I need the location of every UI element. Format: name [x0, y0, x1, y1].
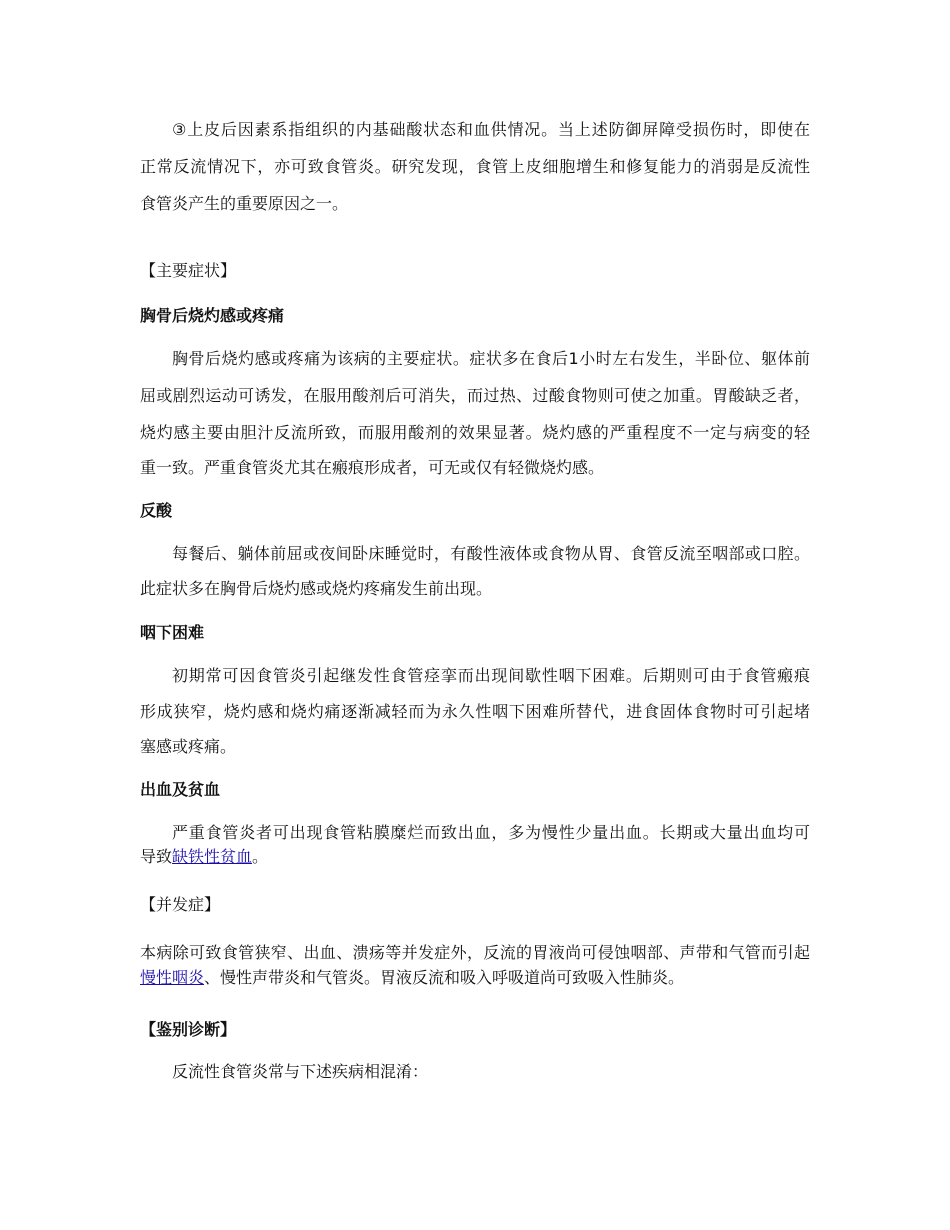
paragraph-line: 严重食管炎者可出现食管粘膜糜烂而致出血，多为慢性少量出血。长期或大量出血均可 [172, 823, 810, 842]
paragraph-line: 此症状多在胸骨后烧灼感或烧灼疼痛发生前出现。 [140, 579, 493, 598]
section-heading-diagnosis: 【鉴别诊断】 [140, 1020, 237, 1039]
paragraph-line: 正常反流情况下，亦可致食管炎。研究发现，食管上皮细胞增生和修复能力的消弱是反流性 [140, 157, 810, 176]
section-heading-complications: 【并发症】 [140, 895, 221, 914]
paragraph-line: ③上皮后因素系指组织的内基础酸状态和血供情况。当上述防御屏障受损伤时，即使在 [172, 120, 810, 139]
paragraph-line: 形成狭窄，烧灼感和烧灼痛逐渐减轻而为永久性咽下困难所替代，进食固体食物时可引起堵 [140, 702, 810, 721]
paragraph-line: 胸骨后烧灼感或疼痛为该病的主要症状。症状多在食后1小时左右发生，半卧位、躯体前 [172, 349, 810, 368]
paragraph-line: 本病除可致食管狭窄、出血、溃疡等并发症外，反流的胃液尚可侵蚀咽部、声带和气管而引起 [140, 943, 810, 962]
section-heading-symptoms: 【主要症状】 [140, 261, 237, 280]
paragraph-line: 重一致。严重食管炎尤其在瘢痕形成者，可无或仅有轻微烧灼感。 [140, 458, 605, 477]
paragraph-line [140, 967, 810, 989]
text: 导致 [140, 847, 173, 866]
paragraph-line: 屈或剧烈运动可诱发，在服用酸剂后可消失，而过热、过酸食物则可使之加重。胃酸缺乏者， [140, 386, 810, 405]
subheading-heartburn: 胸骨后烧灼感或疼痛 [140, 306, 285, 325]
text: 。 [252, 847, 269, 866]
paragraph-line [140, 846, 810, 868]
subheading-dysphagia: 咽下困难 [140, 623, 205, 642]
paragraph-line: 每餐后、躺体前屈或夜间卧床睡觉时，有酸性液体或食物从胃、食管反流至咽部或口腔。 [172, 544, 810, 563]
paragraph-line: 烧灼感主要由胆汁反流所致，而服用酸剂的效果显著。烧灼感的严重程度不一定与病变的轻 [140, 423, 810, 442]
paragraph-line: 初期常可因食管炎引起继发性食管痉挛而出现间歇性咽下困难。后期则可由于食管瘢痕 [172, 666, 810, 685]
text: 、慢性声带炎和气管炎。胃液反流和吸入呼吸道尚可致吸入性肺炎。 [204, 968, 685, 987]
paragraph-line: 反流性食管炎常与下述疾病相混淆： [172, 1062, 429, 1081]
paragraph-line: 塞感或疼痛。 [140, 737, 237, 756]
paragraph-line: 食管炎产生的重要原因之一。 [140, 194, 349, 213]
subheading-bleeding: 出血及贫血 [140, 780, 221, 799]
subheading-acid-reflux: 反酸 [140, 501, 173, 520]
link-chronic-pharyngitis[interactable]: 慢性咽炎 [140, 968, 205, 987]
link-iron-deficiency-anemia[interactable]: 缺铁性贫血 [172, 847, 253, 866]
